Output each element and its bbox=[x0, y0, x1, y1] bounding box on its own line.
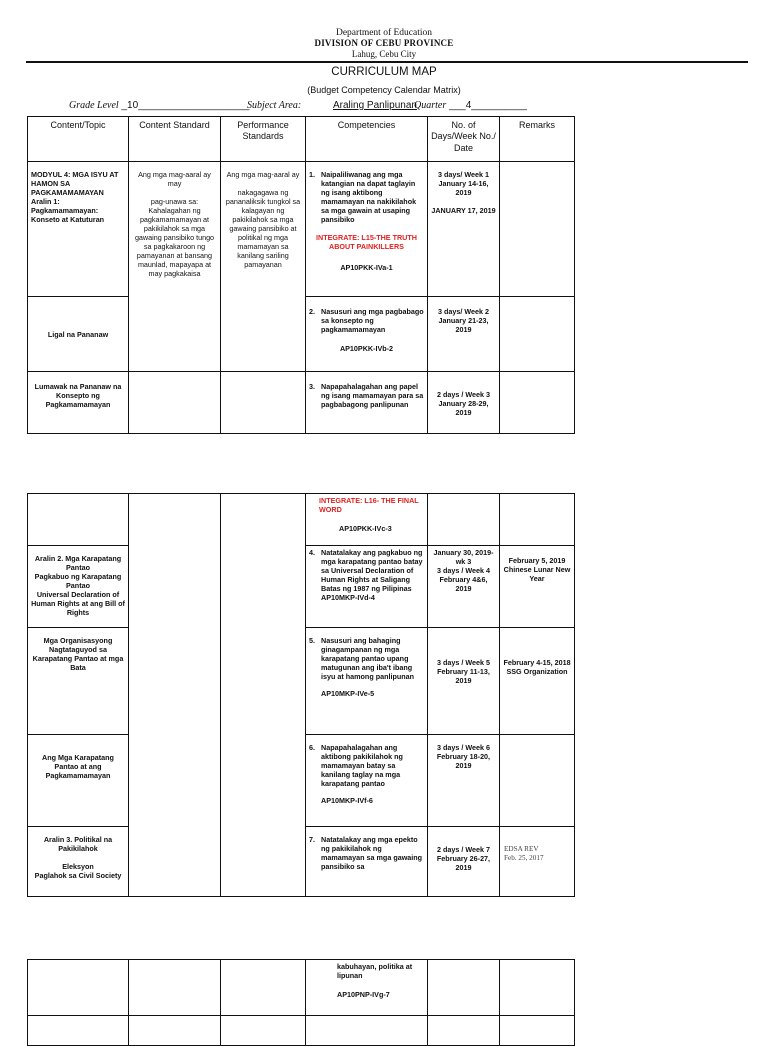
col-header-remarks: Remarks bbox=[500, 117, 575, 162]
col-header-content-standard: Content Standard bbox=[129, 117, 221, 162]
remarks-cell bbox=[500, 297, 575, 372]
quarter-value: ___4__________ bbox=[449, 100, 527, 111]
competency-text: Nasusuri ang bahaging ginagampanan ng mga karapatang pantao upang matugunan ang iba't ibang isyu at hamong panlipunan bbox=[321, 636, 415, 681]
performance-standard-cell bbox=[221, 372, 306, 434]
competency-text: Napapahalagahan ang papel ng isang mamamayan para sa pagbabagong panlipunan bbox=[321, 382, 424, 409]
remarks-cell bbox=[500, 960, 575, 1016]
topic-cell: Ang Mga Karapatang Pantao at ang Pagkamamamayan bbox=[28, 735, 129, 827]
performance-standard-cell bbox=[221, 1016, 306, 1046]
topic-cell bbox=[28, 1016, 129, 1046]
competency-code: AP10PKK-IVc-3 bbox=[339, 524, 392, 533]
days-cell: 3 days/ Week 2 January 21-23, 2019 bbox=[428, 297, 500, 372]
page-title: CURRICULUM MAP bbox=[331, 66, 437, 78]
remarks-cell: February 5, 2019 Chinese Lunar New Year bbox=[500, 546, 575, 628]
days-cell bbox=[428, 1016, 500, 1046]
competency-code: AP10PKK-IVa-1 bbox=[340, 263, 393, 272]
competency-number: 2. bbox=[309, 307, 315, 316]
competency-code: AP10MKP-IVe-5 bbox=[321, 689, 375, 698]
grade-level-blank: ____________________ bbox=[138, 100, 250, 111]
competency-text: kabuhayan, politika at lipunan bbox=[337, 962, 413, 980]
days-cell bbox=[428, 494, 500, 546]
days-cell: 3 days/ Week 1 January 14-16, 2019 JANUARY 17, 2019 bbox=[428, 162, 500, 297]
col-header-days-week-date: No. of Days/Week No./ Date bbox=[428, 117, 500, 162]
competency-number: 3. bbox=[309, 382, 315, 391]
days-cell bbox=[428, 960, 500, 1016]
header-divider bbox=[26, 61, 748, 63]
competency-number: 4. bbox=[309, 548, 315, 557]
performance-standard-cell bbox=[221, 960, 306, 1016]
content-standard-cell bbox=[129, 372, 221, 434]
remarks-cell: February 4-15, 2018 SSG Organization bbox=[500, 628, 575, 735]
page-subtitle: (Budget Competency Calendar Matrix) bbox=[307, 85, 461, 95]
competency-cell bbox=[306, 960, 428, 1016]
performance-standard-cell: Ang mga mag-aaral ay nakagagawa ng pananaliksik tungkol sa kalagayan ng pakikilahok sa mga gawaing pansibiko at politikal ng mga mamamayan sa kanilang sariling pamayanan bbox=[221, 162, 306, 372]
table-row bbox=[28, 372, 575, 434]
division-location: Lahug, Cebu City bbox=[351, 49, 417, 59]
content-standard-cell bbox=[129, 960, 221, 1016]
days-cell: 3 days / Week 6 February 18-20, 2019 bbox=[428, 735, 500, 827]
table-row bbox=[28, 1016, 575, 1046]
content-standard-cell bbox=[129, 1016, 221, 1046]
curriculum-table-2 bbox=[27, 493, 575, 897]
department-name: Department of Education bbox=[335, 28, 433, 38]
content-standard-cell: Ang mga mag-aaral ay may pag-unawa sa: Kahalagahan ng pagkamamamayan at pakikilahok sa mga gawaing pansibiko tungo sa pagkakaroon ng pamayanan at bansang maunlad, mapayapa at may pagkakaisa bbox=[129, 162, 221, 372]
competency-cell bbox=[306, 628, 428, 735]
topic-cell: Aralin 2. Mga Karapatang Pantao Pagkabuo ng Karapatang Pantao Universal Declaration of Human Rights at ang Bill of Rights bbox=[28, 546, 129, 628]
table-row bbox=[28, 162, 575, 297]
topic-cell: Aralin 3. Politikal na Pakikilahok Eleksyon Paglahok sa Civil Society bbox=[28, 827, 129, 897]
competency-cell bbox=[306, 372, 428, 434]
topic-cell: Lumawak na Pananaw na Konsepto ng Pagkamamamayan bbox=[28, 372, 129, 434]
integrate-note: INTEGRATE: L15-THE TRUTH ABOUT PAINKILLERS bbox=[316, 233, 417, 251]
competency-number: 6. bbox=[309, 743, 315, 752]
subject-area-value: Araling Panlipunan bbox=[333, 100, 417, 111]
topic-cell bbox=[28, 960, 129, 1016]
days-cell: 3 days / Week 5 February 11-13, 2019 bbox=[428, 628, 500, 735]
competency-code: AP10MKP-IVf-6 bbox=[321, 796, 373, 805]
quarter-field bbox=[414, 100, 527, 111]
topic-cell: Mga Organisasyong Nagtataguyod sa Karapatang Pantao at mga Bata bbox=[28, 628, 129, 735]
competency-text: Natatalakay ang mga epekto ng pakikilahok ng mamamayan sa mga gawaing pansibiko sa bbox=[321, 835, 423, 871]
remarks-cell bbox=[500, 1016, 575, 1046]
remarks-cell bbox=[500, 735, 575, 827]
grade-level-field bbox=[69, 100, 249, 111]
competency-text: Napapahalagahan ang aktibong pakikilahok ng mamamayan batay sa kanilang taglay na mga karapatang pantao bbox=[321, 743, 403, 788]
remarks-cell bbox=[500, 494, 575, 546]
remarks-cell bbox=[500, 372, 575, 434]
competency-cell bbox=[306, 827, 428, 897]
col-header-performance-standards: Performance Standards bbox=[221, 117, 306, 162]
competency-code: AP10PKK-IVb-2 bbox=[339, 344, 394, 353]
col-header-content-topic: Content/Topic bbox=[28, 117, 129, 162]
competency-cell bbox=[306, 1016, 428, 1046]
competency-number: 5. bbox=[309, 636, 315, 645]
topic-cell bbox=[28, 494, 129, 546]
competency-cell bbox=[306, 494, 428, 546]
division-name: DIVISION OF CEBU PROVINCE bbox=[314, 38, 454, 48]
days-cell: January 30, 2019- wk 3 3 days / Week 4 February 4&6, 2019 bbox=[428, 546, 500, 628]
remarks-cell: EDSA REV Feb. 25, 2017 bbox=[500, 827, 575, 897]
subject-area-label: Subject Area: bbox=[247, 100, 302, 111]
table-row bbox=[28, 494, 575, 546]
grade-level-label: Grade Level bbox=[69, 100, 119, 111]
remarks-cell bbox=[500, 162, 575, 297]
quarter-label: Quarter bbox=[414, 100, 447, 111]
competency-text: Naipaliliwanag ang mga katangian na dapat taglayin ng isang aktibong mamamayan na nakikilahok sa mga gawain at usaping pansibiko bbox=[321, 170, 417, 224]
topic-cell: Ligal na Pananaw bbox=[28, 297, 129, 372]
days-cell: 2 days / Week 7 February 26-27, 2019 bbox=[428, 827, 500, 897]
competency-text: Nasusuri ang mga pagbabago sa konsepto ng pagkamamamayan bbox=[321, 307, 424, 334]
table-row bbox=[28, 960, 575, 1016]
competency-number: 7. bbox=[309, 835, 315, 844]
content-standard-cell bbox=[129, 494, 221, 897]
competency-text: Natatalakay ang pagkabuo ng mga karapatang pantao batay sa Universal Declaration of Human Rights at Saligang Batas ng 1987 ng Pilipinas bbox=[321, 548, 423, 593]
competency-code: AP10MKP-IVd-4 bbox=[321, 593, 375, 602]
col-header-competencies: Competencies bbox=[306, 117, 428, 162]
curriculum-table-1 bbox=[27, 116, 575, 434]
competency-cell bbox=[306, 735, 428, 827]
integrate-note: INTEGRATE: L16- THE FINAL WORD bbox=[319, 496, 419, 514]
curriculum-table-3 bbox=[27, 959, 575, 1046]
performance-standard-cell bbox=[221, 494, 306, 897]
topic-cell: MODYUL 4: MGA ISYU AT HAMON SA PAGKAMAMAMAYAN Aralin 1: Pagkamamamayan: Konseto at Katuturan bbox=[28, 162, 129, 297]
competency-cell bbox=[306, 546, 428, 628]
days-cell: 2 days / Week 3 January 28-29, 2019 bbox=[428, 372, 500, 434]
competency-code: AP10PNP-IVg-7 bbox=[337, 990, 390, 999]
competency-cell bbox=[306, 297, 428, 372]
competency-cell bbox=[306, 162, 428, 297]
competency-number: 1. bbox=[309, 170, 315, 179]
subject-area-field bbox=[247, 100, 301, 111]
grade-level-value: _10 bbox=[121, 100, 139, 111]
